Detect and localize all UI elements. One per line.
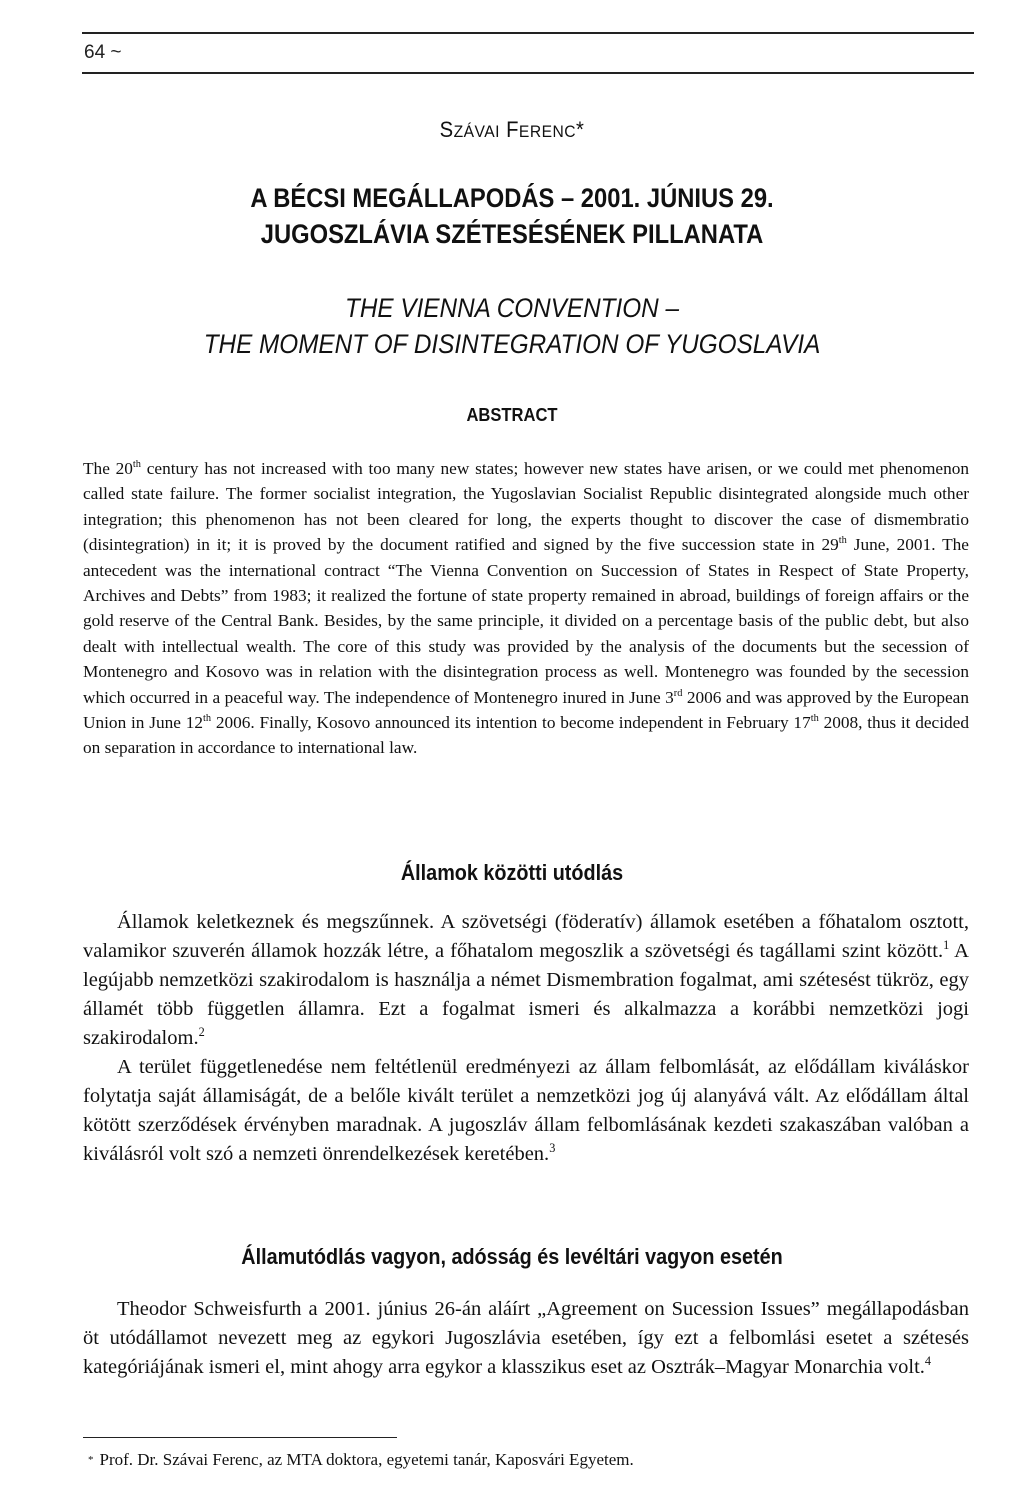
footnote-reference[interactable]: 3 [549,1141,556,1156]
title-line-1: A BÉCSI MEGÁLLAPODÁS – 2001. JÚNIUS 29. [250,183,774,213]
section-heading-2: Államutódlás vagyon, adósság és levéltári vagyon esetén [241,1244,783,1269]
ordinal-suffix: th [838,535,847,547]
footnote-divider [83,1437,397,1438]
title-line-2: JUGOSZLÁVIA SZÉTESÉSÉNEK PILLANATA [260,219,764,249]
ordinal-suffix: th [132,459,141,471]
paragraph-text: A legújabb nemzetközi szakirodalom is használja a német Dismembration fogalmat, ami szétesést tükröz, egy államét több független államra. Ezt a fogalmat ismeri és alkalmazza a korábbi nemzetközi jogi szakirodalom. [83,940,969,1049]
author-footnote-marker: * [575,117,585,142]
footnote [88,1448,968,1472]
author-name-part-1: ZÁVAI [453,122,500,141]
footnote-reference[interactable]: 4 [924,1354,932,1369]
footnote-reference[interactable]: 2 [198,1025,205,1040]
footnote-marker: * [88,1454,94,1466]
abstract-text: 2008, thus it decided on separation in accordance to international law. [83,713,969,758]
running-header [82,32,974,74]
author-name [41,117,983,143]
ordinal-suffix: th [202,713,212,725]
author-name-part-2: ERENC [518,122,576,141]
abstract-text: 2006 and was approved by the European Union in June 12 [83,687,969,733]
paragraph-text: A terület függetlenedése nem feltétlenül eredményezi az állam felbomlását, az elődállam kiváláskor folytatja saját államiságát, de a belőle kivált terület a nemzetközi jog új alanyává vált. Az elődállam által kötött szerződések érvényben maradnak. A jugoszláv állam felbomlásának kezdeti szakaszában valóban a kiválásról volt szó a nemzeti önrendelkezések keretében. [83,1056,969,1165]
abstract-text: 2006. Finally, Kosovo announced its intention to become independent in February 17 [211,713,811,733]
paragraph-text: Theodor Schweisfurth a 2001. június 26-án aláírt „Agreement on Sucession Issues” megállapodásban öt utódállamot nevezett meg az egykori Jugoszlávia esetében, így ezt a felbomlási esetet a szétesés kategóriájának ismeri el, mint ahogy arra egykor a klasszikus eset az Osztrák–Magyar Monarchia volt. [83,1298,969,1378]
section-heading-1: Államok közötti utódlás [400,860,624,885]
body-paragraph [83,1053,969,1169]
abstract-text: century has not increased with too many new states; however new states have arisen, or we could met phenomenon called state failure. The former socialist integration, the Yugoslavian Socialist Republic disintegrated alongside much other integration; this phenomenon has not been cleared for long, the experts thought to discover the case of dismembratio (disintegration) in it; it is proved by the document ratified and signed by the five succession state in 29 [83,459,969,555]
abstract-body [83,456,969,761]
footnote-reference[interactable]: 1 [943,938,950,953]
abstract-text: June, 2001. The antecedent was the international contract “The Vienna Convention on Succession of States in Respect of State Property, Archives and Debts” from 1983; it realized the fortune of state property remained in abroad, buildings of foreign affairs or the gold reserve of the Central Bank. Besides, by the same principle, it divided on a percentage basis of the public debt, but also dealt with intellectual wealth. The core of this study was provided by the analysis of the documents but the secession of Montenegro and Kosovo was in relation with the disintegration process as well. Montenegro was founded by the secession which occurred in a peaceful way. The independence of Montenegro inured in June 3 [83,535,969,707]
paper-title [61,180,962,252]
page-number: 64 ~ [84,42,122,63]
english-title [51,290,973,362]
english-title-line-2: THE MOMENT OF DISINTEGRATION OF YUGOSLAVIA [203,329,821,359]
body-paragraph [83,908,969,1053]
abstract-heading: ABSTRACT [466,405,558,425]
author-initial-2: F [506,117,519,142]
ordinal-suffix: rd [673,687,683,699]
ordinal-suffix: th [810,713,819,725]
paragraph-text: Államok keletkeznek és megszűnnek. A szövetségi (föderatív) államok esetében a főhatalom osztott, valamikor szuverén államok hozzák létre, a főhatalom megoszlik a szövetségi és tagállami szint között. [83,911,969,962]
abstract-text: The 20 [83,459,133,478]
footnote-text: Prof. Dr. Szávai Ferenc, az MTA doktora, egyetemi tanár, Kaposvári Egyetem. [99,1450,634,1469]
author-initial-1: S [439,117,454,142]
english-title-line-1: THE VIENNA CONVENTION – [345,293,679,323]
body-paragraph [83,1295,969,1382]
